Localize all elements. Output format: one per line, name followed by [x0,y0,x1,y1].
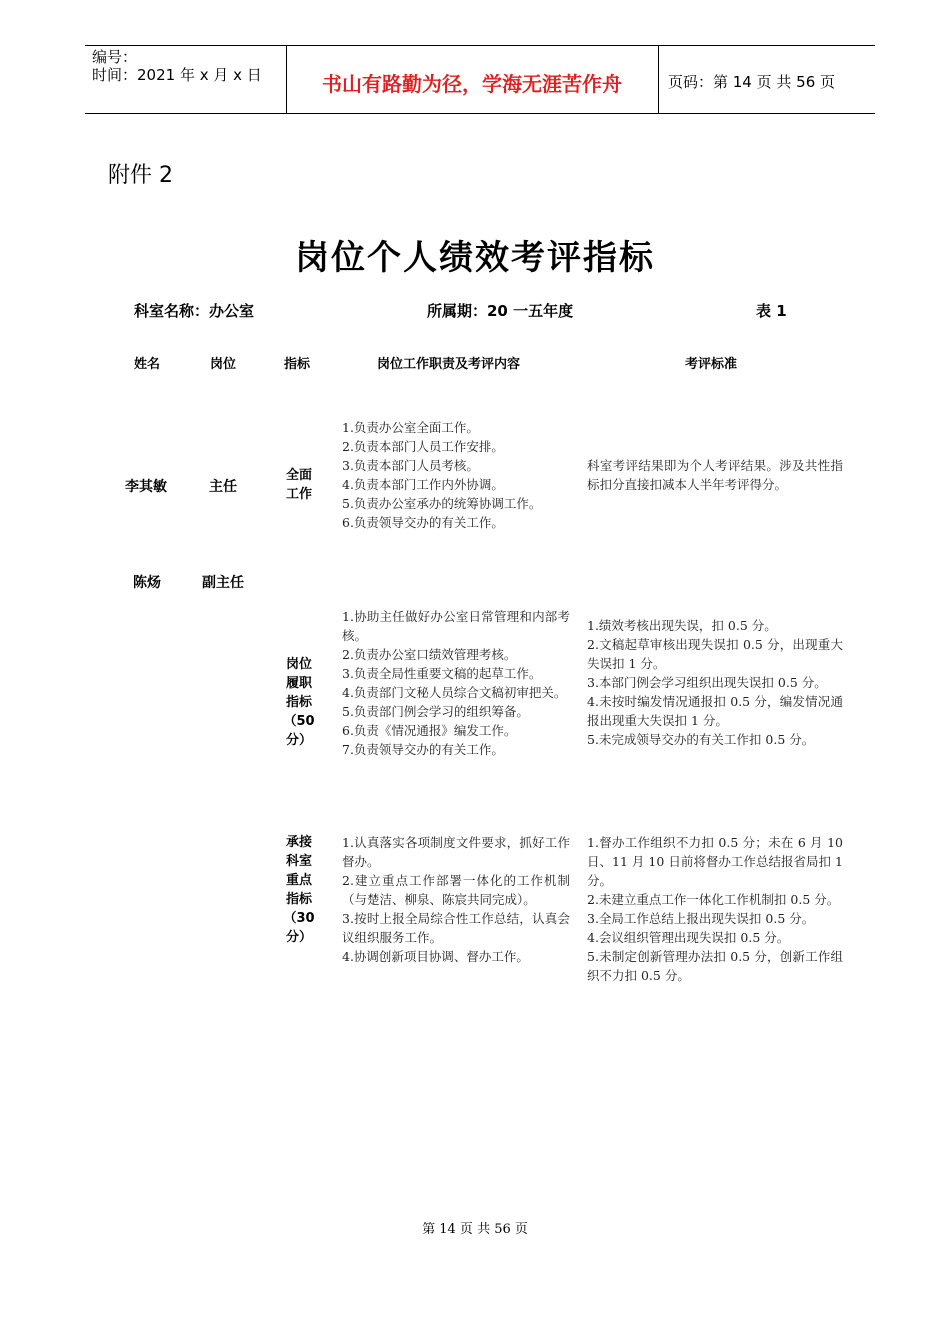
list-item: 2.建立重点工作部署一体化的工作机制（与楚洁、柳泉、陈宸共同完成）。 [342,873,570,907]
header-top-rule [85,45,875,46]
list-item: 5.负责部门例会学习的组织筹备。 [342,704,529,719]
list-item: 2.未建立重点工作一体化工作机制扣 0.5 分。 [587,892,840,907]
content-list [342,418,570,532]
number-label: 编号： [92,48,138,66]
list-item: 6.负责领导交办的有关工作。 [342,515,504,530]
column-header-content: 岗位工作职责及考评内容 [377,357,521,372]
page-footer: 第 14 页 共 56 页 [422,1222,528,1237]
column-header-position: 岗位 [210,357,237,372]
header-bottom-rule [85,113,875,114]
list-item: 5.未制定创新管理办法扣 0.5 分，创新工作组织不力扣 0.5 分。 [587,949,843,983]
list-item: 4.会议组织管理出现失误扣 0.5 分。 [587,930,790,945]
column-header-name: 姓名 [134,357,161,372]
list-item: 5.负责办公室承办的统筹协调工作。 [342,496,542,511]
list-item: 3.负责全局性重要文稿的起草工作。 [342,666,542,681]
list-item: 6.负责《情况通报》编发工作。 [342,723,517,738]
indicator-cell: 岗位 履职 指标 （50 分） [283,657,315,748]
time-label: 时间：2021 年 x 月 x 日 [92,66,262,84]
list-item: 科室考评结果即为个人考评结果。涉及共性指标扣分直接扣减本人半年考评得分。 [587,458,843,492]
document-title: 岗位个人绩效考评指标 [295,238,655,278]
header-divider [658,45,659,113]
header-page-label: 页码：第 14 页 共 56 页 [668,73,836,91]
header-motto: 书山有路勤为径，学海无涯苦作舟 [322,72,622,96]
list-item: 4.负责本部门工作内外协调。 [342,477,504,492]
list-item: 2.负责本部门人员工作安排。 [342,439,504,454]
department-name: 科室名称：办公室 [134,302,255,320]
name-cell: 李其敏 [125,479,167,495]
list-item: 1.认真落实各项制度文件要求，抓好工作督办。 [342,835,570,869]
list-item: 3.全局工作总结上报出现失误扣 0.5 分。 [587,911,815,926]
list-item: 3.负责本部门人员考核。 [342,458,479,473]
indicator-cell: 承接 科室 重点 指标 （30 分） [283,835,315,945]
attachment-label: 附件 2 [108,163,173,188]
list-item: 4.负责部门文秘人员综合文稿初审把关。 [342,685,567,700]
list-item: 2.负责办公室口绩效管理考核。 [342,647,517,662]
list-item: 4.未按时编发情况通报扣 0.5 分，编发情况通报出现重大失误扣 1 分。 [587,694,843,728]
indicator-cell: 全面 工作 [285,468,312,502]
list-item: 3.按时上报全局综合性工作总结，认真会议组织服务工作。 [342,911,570,945]
list-item: 2.文稿起草审核出现失误扣 0.5 分，出现重大失误扣 1 分。 [587,637,843,671]
content-list [342,833,570,966]
header-info [92,48,262,84]
period-label: 所属期：20 一五年度 [427,302,574,320]
list-item: 5.未完成领导交办的有关工作扣 0.5 分。 [587,732,815,747]
column-header-standard: 考评标准 [685,357,738,372]
column-header-indicator: 指标 [284,357,311,372]
position-cell: 主任 [209,479,237,495]
list-item: 1.绩效考核出现失误，扣 0.5 分。 [587,618,777,633]
standard-list [587,833,843,985]
standard-list [587,616,843,749]
standard-list [587,456,843,494]
list-item: 4.协调创新项目协调、督办工作。 [342,949,529,964]
position-cell: 副主任 [202,575,244,591]
content-list [342,607,570,759]
list-item: 3.本部门例会学习组织出现失误扣 0.5 分。 [587,675,827,690]
list-item: 1.负责办公室全面工作。 [342,420,479,435]
table-number: 表 1 [756,302,787,320]
list-item: 1.协助主任做好办公室日常管理和内部考核。 [342,609,570,643]
list-item: 1.督办工作组织不力扣 0.5 分；未在 6 月 10 日、11 月 10 日前将督办工作总结报省局扣 1 分。 [587,835,843,888]
name-cell: 陈炀 [133,575,161,591]
list-item: 7.负责领导交办的有关工作。 [342,742,504,757]
